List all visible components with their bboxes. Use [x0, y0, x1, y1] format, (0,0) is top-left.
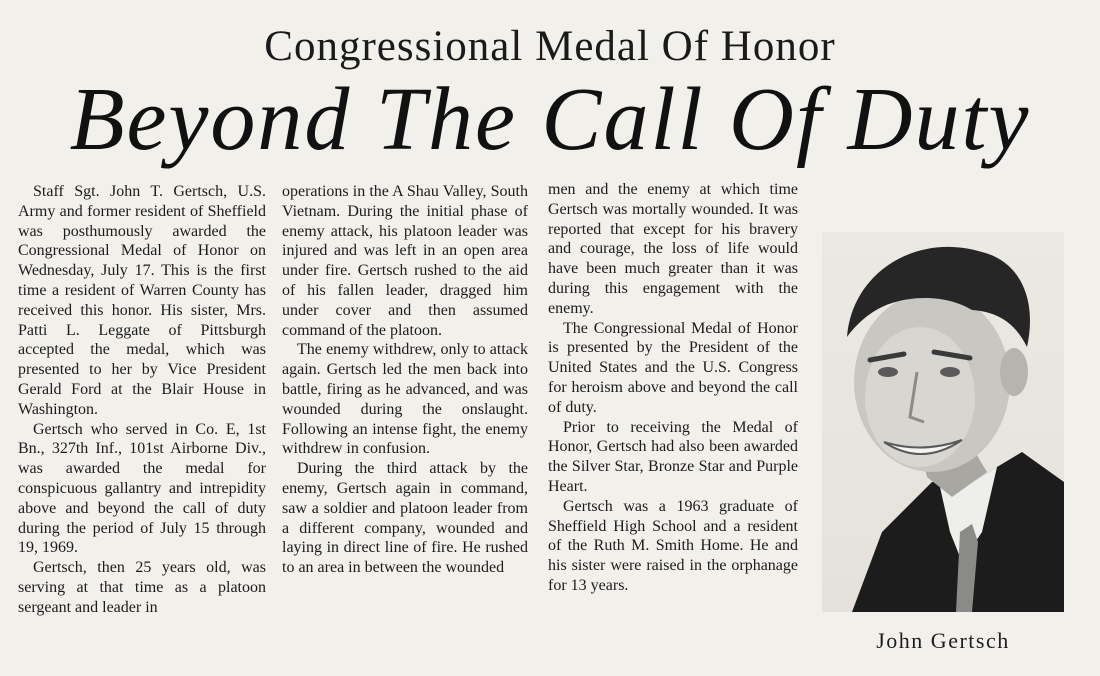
article-kicker: Congressional Medal Of Honor: [264, 23, 836, 70]
paragraph: Gertsch who served in Co. E, 1st Bn., 327th Inf., 101st Airborne Div., was awarded the medal for conspicuous gallantry and intrepidity above and beyond the call of duty during the period of July 15 through 19, 1969.: [18, 420, 266, 557]
portrait-photo-icon: [822, 232, 1064, 612]
paragraph: The Congressional Medal of Honor is presented by the President of the United States and the U.S. Congress for heroism above and beyond the call of duty.: [548, 319, 798, 416]
article-column-2: [282, 182, 528, 578]
portrait-photo: [822, 232, 1064, 612]
article-column-1: [18, 182, 266, 618]
photo-caption: John Gertsch: [876, 628, 1010, 653]
paragraph: operations in the A Shau Valley, South Vietnam. During the initial phase of enemy attack, his platoon leader was injured and was left in an open area under fire. Gertsch rushed to the aid of his fallen leader, dragged him under cover and then assumed command of the platoon.: [282, 183, 528, 339]
article-column-3: [548, 180, 798, 596]
paragraph: Staff Sgt. John T. Gertsch, U.S. Army and former resident of Sheffield was posthumously awarded the Congressional Medal of Honor on Wednesday, July 17. This is the first time a resident of Warren County has received this honor. His sister, Mrs. Patti L. Leggate of Pittsburgh accepted the medal, which was presented to her by Vice President Gerald Ford at the Blair House in Washington.: [18, 183, 266, 418]
article-headline: Beyond The Call Of Duty: [69, 70, 1031, 169]
paragraph: The enemy withdrew, only to attack again. Gertsch led the men back into battle, firing as he advanced, and was wounded during the onslaught. Following an intense fight, the enemy withdrew in confusion.: [282, 341, 528, 458]
paragraph: men and the enemy at which time Gertsch was mortally wounded. It was reported that except for his bravery and courage, the loss of life would have been much greater than it was during this engagement with the enemy.: [548, 181, 798, 317]
paragraph: Prior to receiving the Medal of Honor, Gertsch had also been awarded the Silver Star, Bronze Star and Purple Heart.: [548, 418, 798, 495]
paragraph: Gertsch, then 25 years old, was serving at that time as a platoon sergeant and leader in: [18, 559, 266, 616]
paragraph: Gertsch was a 1963 graduate of Sheffield High School and a resident of the Ruth M. Smith Home. He and his sister were raised in the orphanage for 13 years.: [548, 497, 798, 594]
paragraph: During the third attack by the enemy, Gertsch again in command, saw a soldier and platoon leader from a different company, wounded and laying in direct line of fire. He rushed to an area in between the wounded: [282, 460, 528, 577]
